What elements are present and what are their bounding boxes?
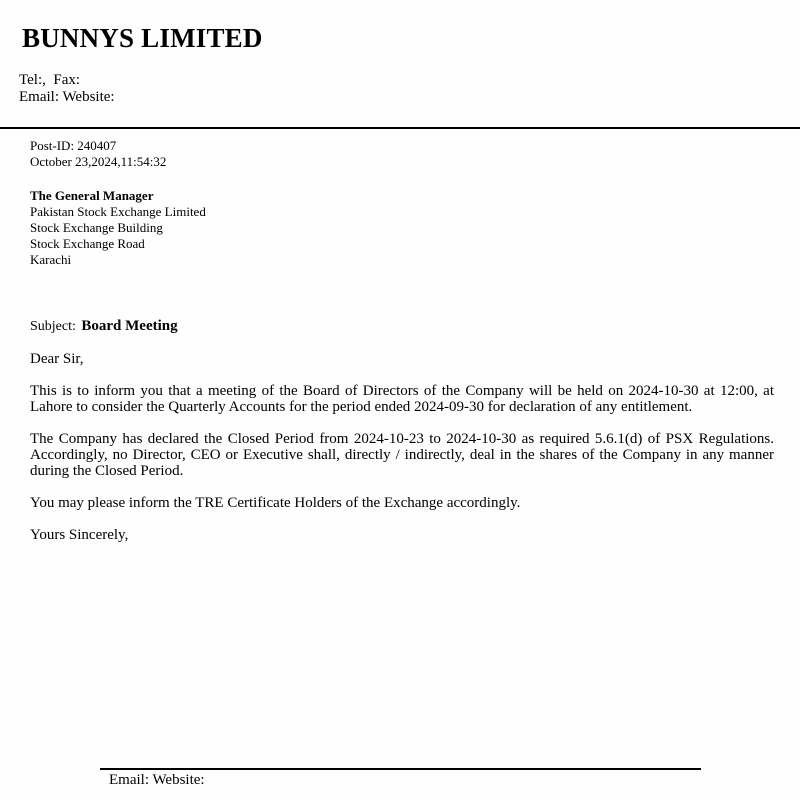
subject-line <box>30 318 178 335</box>
paragraph-closed-period: The Company has declared the Closed Period from 2024-10-23 to 2024-10-30 as required 5.6.1(d) of PSX Regulations. Accordingly, no Director, CEO or Executive shall, directly / indirectly, deal in the shares of the Company in any manner during the Closed Period. <box>30 431 774 479</box>
recipient-title: The General Manager <box>30 188 154 203</box>
footer-divider <box>100 768 701 770</box>
recipient-line-1: Pakistan Stock Exchange Limited <box>30 204 206 219</box>
email-website-line: Email: Website: <box>19 89 115 105</box>
letter-datetime: October 23,2024,11:54:32 <box>30 154 167 169</box>
tel-fax-line: Tel:, Fax: <box>19 72 81 88</box>
salutation: Dear Sir, <box>30 351 84 367</box>
footer-email-website: Email: Website: <box>109 772 205 788</box>
subject-label: Subject: <box>30 319 76 334</box>
paragraph-meeting: This is to inform you that a meeting of the Board of Directors of the Company will be held on 2024-10-30 at 12:00, at Lahore to consider the Quarterly Accounts for the period ended 2024-09-30 for declaration of any entitlement. <box>30 383 774 415</box>
closing: Yours Sincerely, <box>30 527 129 543</box>
paragraph-inform: You may please inform the TRE Certificate Holders of the Exchange accordingly. <box>30 495 521 511</box>
recipient-line-4: Karachi <box>30 252 72 267</box>
subject-value: Board Meeting <box>81 318 178 334</box>
header-divider <box>0 127 800 129</box>
post-id: Post-ID: 240407 <box>30 138 117 153</box>
recipient-line-2: Stock Exchange Building <box>30 220 163 235</box>
recipient-line-3: Stock Exchange Road <box>30 236 145 251</box>
company-name: BUNNYS LIMITED <box>22 23 263 53</box>
